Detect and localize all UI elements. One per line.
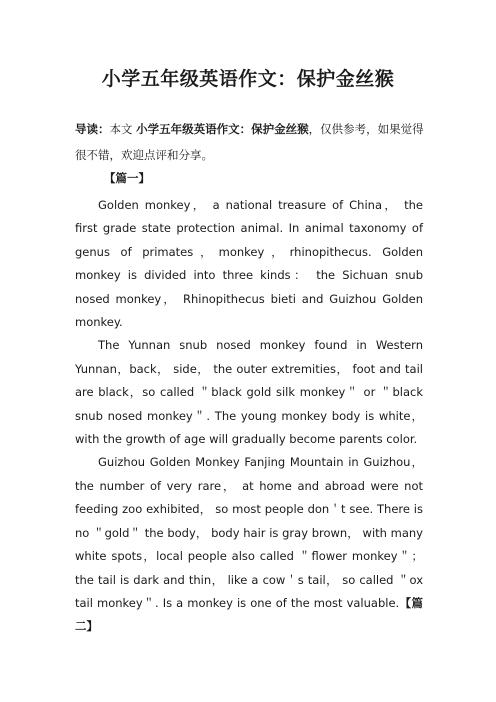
paragraph-2: The Yunnan snub nosed monkey found in Western Yunnan，back， side， the outer extremities， foot and tail are black，so called ＂black gold silk monkey＂ or ＂black snub nosed monkey＂. The young monkey body is white， with the growth of age will gradually become parents color. — [75, 338, 423, 447]
paragraph-1: Golden monkey， a national treasure of China， the first grade state protection animal. In animal taxonomy of genus of primates，monkey，rhinopithecus. Golden monkey is divided into three kinds： the Sichuan snub nosed monkey， Rhinopithecus bieti and Guizhou Golden monkey. — [75, 198, 423, 330]
lead-text-1: 本文 — [109, 122, 137, 136]
article-body — [75, 194, 423, 639]
section-heading-2: 【篇二】 — [75, 595, 424, 634]
lead-paragraph — [75, 116, 427, 168]
lead-text-2: ，仅供参考，如果觉得很不错，欢迎点评和分享。 — [75, 122, 424, 162]
document-title: 小学五年级英语作文：保护金丝猴 — [101, 68, 395, 90]
lead-bold-title: 小学五年级英语作文：保护金丝猴 — [136, 122, 309, 136]
paragraph-3-text: Guizhou Golden Monkey Fanjing Mountain in Guizhou， the number of very rare， at home and abroad were not feeding zoo exhibited， so most people don＇t see. There is no ＂gold＂ the body， body hair is gray brown， with many white spots，local people also called ＂flower monkey＂；the tail is dark and thin， like a cow＇s tail， so called ＂ox tail monkey＂. Is a monkey is one of the most valuable. — [75, 455, 423, 610]
lead-label: 导读： — [75, 122, 110, 136]
section-heading-1: 【篇一】 — [104, 171, 150, 185]
paragraph-3 — [75, 451, 423, 638]
